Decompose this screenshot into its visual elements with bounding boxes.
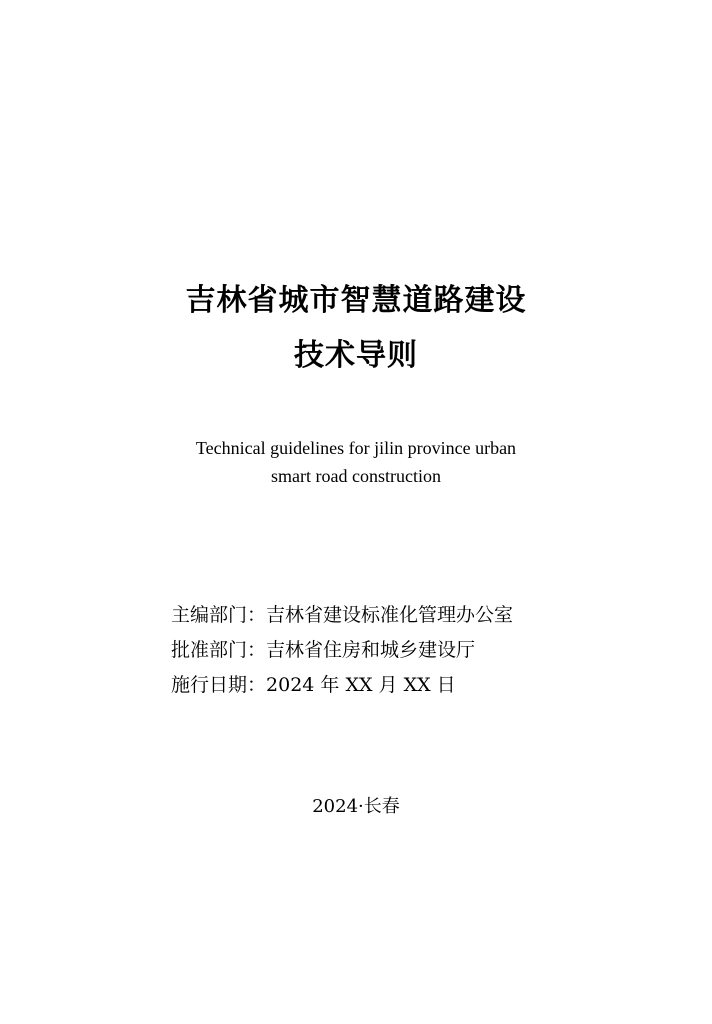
info-label: 施行日期： bbox=[171, 674, 267, 696]
info-row-editor-department bbox=[171, 606, 513, 625]
info-value: 2024 年 XX 月 XX 日 bbox=[266, 674, 456, 696]
document-title-line-1: 吉林省城市智慧道路建设 bbox=[185, 283, 527, 318]
info-label: 批准部门： bbox=[171, 639, 267, 661]
info-row-approval-department bbox=[171, 641, 475, 660]
english-title-line-2: smart road construction bbox=[271, 466, 441, 486]
info-label: 主编部门： bbox=[171, 604, 267, 626]
english-title-line-1: Technical guidelines for jilin province urban bbox=[195, 438, 517, 458]
info-value: 吉林省建设标准化管理办公室 bbox=[266, 604, 514, 626]
info-row-effective-date bbox=[171, 676, 456, 695]
document-title-line-2: 技术导则 bbox=[294, 338, 418, 373]
info-value: 吉林省住房和城乡建设厅 bbox=[266, 639, 476, 661]
footer-year-city: 2024·长春 bbox=[312, 796, 400, 817]
